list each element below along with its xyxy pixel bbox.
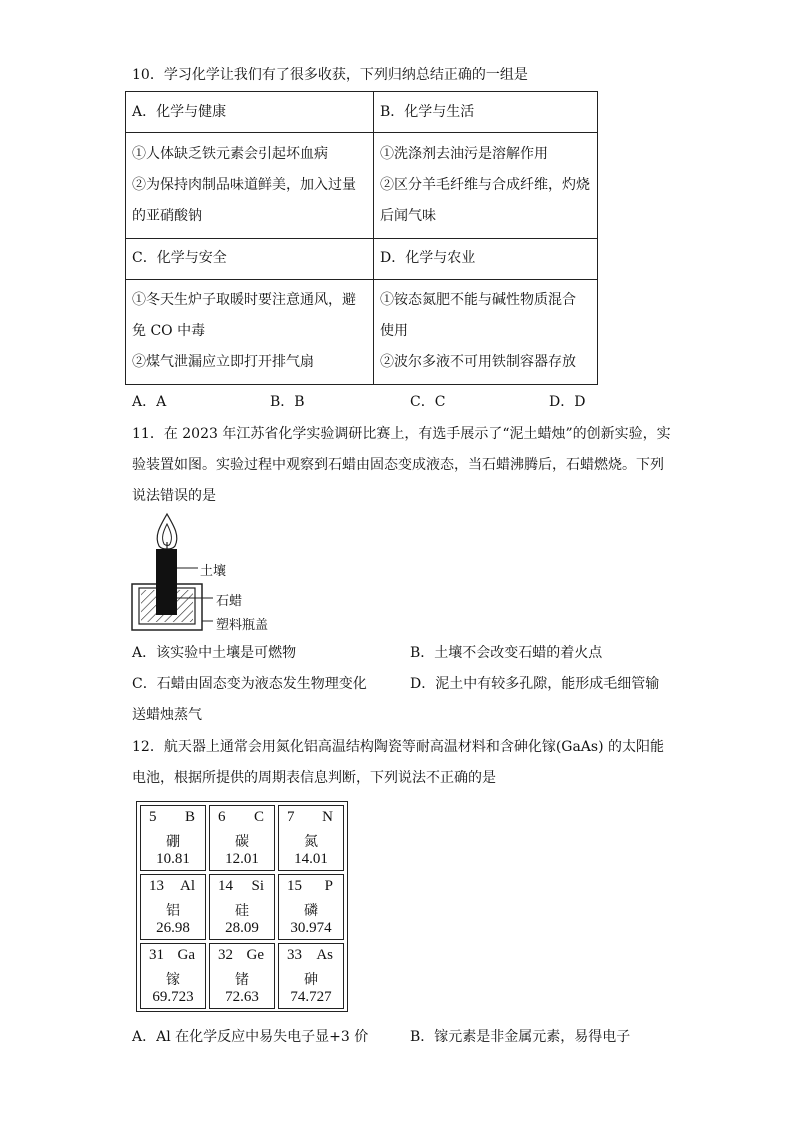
element-cell-al (140, 874, 206, 940)
q11-option-d-continued: 送蜡烛蒸气 (132, 707, 202, 723)
q11-stem-line-3: 说法错误的是 (132, 488, 216, 504)
periodic-table-excerpt (136, 801, 348, 1012)
element-name: 氮 (304, 834, 318, 850)
q10-option-b[interactable]: B．B (270, 394, 305, 410)
element-name: 锗 (235, 972, 249, 988)
element-symbol: Ga (177, 947, 195, 963)
q10-c-line-1: ①冬天生炉子取暖时要注意通风，避 (132, 292, 356, 309)
q11-option-d[interactable]: D．泥土中有较多孔隙，能形成毛细管输 (410, 676, 660, 692)
q12-stem-line-2: 电池，根据所提供的周期表信息判断，下列说法不正确的是 (132, 770, 496, 786)
q12-option-b[interactable]: B．镓元素是非金属元素，易得电子 (410, 1029, 631, 1045)
element-symbol: P (324, 878, 333, 894)
element-cell-ga (140, 943, 206, 1009)
q10-d-line-2: 使用 (380, 323, 408, 340)
element-number: 7 (287, 809, 295, 825)
element-number: 6 (218, 809, 226, 825)
q11-stem-line-2: 验装置如图。实验过程中观察到石蜡由固态变成液态，当石蜡沸腾后，石蜡燃烧。下列 (132, 457, 664, 473)
q10-cell-c-head: C．化学与安全 (126, 238, 374, 279)
q10-summary-table (125, 91, 598, 385)
element-number: 14 (218, 878, 233, 894)
element-mass: 69.723 (152, 989, 194, 1005)
q10-a-line-1: ①人体缺乏铁元素会引起坏血病 (132, 145, 328, 162)
element-cell-n (278, 805, 344, 871)
q10-b-line-1: ①洗涤剂去油污是溶解作用 (380, 145, 548, 162)
element-symbol: As (316, 947, 333, 963)
q10-option-c[interactable]: C．C (410, 394, 446, 410)
q10-c-line-3: ②煤气泄漏应立即打开排气扇 (132, 354, 314, 371)
element-number: 5 (149, 809, 157, 825)
element-name: 磷 (304, 903, 318, 919)
element-symbol: Al (180, 878, 195, 894)
element-cell-c (209, 805, 275, 871)
q10-a-line-2: ②为保持肉制品味道鲜美，加入过量 (132, 176, 356, 193)
element-number: 15 (287, 878, 302, 894)
element-number: 13 (149, 878, 164, 894)
element-cell-as (278, 943, 344, 1009)
figure-label-soil: 土壤 (200, 564, 227, 579)
q10-cell-d-head: D．化学与农业 (374, 238, 598, 279)
element-mass: 74.727 (290, 989, 332, 1005)
element-symbol: Si (251, 878, 264, 894)
element-symbol: C (253, 809, 264, 825)
element-number: 32 (218, 947, 233, 963)
element-symbol: B (184, 809, 195, 825)
q10-option-d[interactable]: D．D (549, 394, 586, 410)
element-number: 33 (287, 947, 302, 963)
q12-stem-line-1: 12．航天器上通常会用氮化铝高温结构陶瓷等耐高温材料和含砷化镓(GaAs) 的太阳能 (132, 739, 665, 755)
element-cell-si (209, 874, 275, 940)
element-symbol: Ge (246, 947, 264, 963)
q11-option-a[interactable]: A．该实验中土壤是可燃物 (132, 645, 297, 661)
q10-d-line-3: ②波尔多液不可用铁制容器存放 (380, 354, 576, 371)
q10-c-line-2: 免 CO 中毒 (132, 323, 206, 340)
q10-cell-b-head: B．化学与生活 (374, 92, 598, 133)
element-mass: 10.81 (156, 851, 190, 867)
element-symbol: N (322, 809, 333, 825)
q10-cell-d-body (374, 279, 598, 385)
element-mass: 12.01 (225, 851, 259, 867)
element-mass: 28.09 (225, 920, 259, 936)
q10-cell-b-body (374, 133, 598, 239)
element-number: 31 (149, 947, 164, 963)
q10-a-line-3: 的亚硝酸钠 (132, 207, 202, 224)
element-mass: 14.01 (294, 851, 328, 867)
element-mass: 26.98 (156, 920, 190, 936)
q10-cell-c-body (126, 279, 374, 385)
figure-label-plastic-cap: 塑料瓶盖 (216, 618, 269, 633)
q10-b-line-2: ②区分羊毛纤维与合成纤维，灼烧 (380, 176, 590, 193)
element-cell-ge (209, 943, 275, 1009)
element-cell-b (140, 805, 206, 871)
q10-cell-a-head: A．化学与健康 (126, 92, 374, 133)
q10-d-line-1: ①铵态氮肥不能与碱性物质混合 (380, 292, 576, 309)
element-mass: 72.63 (225, 989, 259, 1005)
element-mass: 30.974 (290, 920, 332, 936)
q11-option-c[interactable]: C．石蜡由固态变为液态发生物理变化 (132, 676, 367, 692)
element-name: 镓 (166, 972, 180, 988)
element-name: 硼 (166, 834, 180, 850)
figure-label-paraffin: 石蜡 (216, 594, 243, 609)
q10-stem: 10．学习化学让我们有了很多收获，下列归纳总结正确的一组是 (132, 67, 528, 83)
q10-option-a[interactable]: A．A (132, 394, 167, 410)
q10-b-line-3: 后闻气味 (380, 207, 436, 224)
q12-option-a[interactable]: A．Al 在化学反应中易失电子显+3 价 (132, 1029, 369, 1045)
paraffin-candle (156, 549, 177, 615)
element-name: 硅 (235, 903, 249, 919)
element-name: 砷 (304, 972, 318, 988)
q10-cell-a-body (126, 133, 374, 239)
q11-option-b[interactable]: B．土壤不会改变石蜡的着火点 (410, 645, 603, 661)
element-name: 碳 (235, 834, 249, 850)
q11-stem-line-1: 11．在 2023 年江苏省化学实验调研比赛上，有选手展示了“泥土蜡烛”的创新实验，实 (132, 426, 671, 442)
element-name: 铝 (166, 903, 180, 919)
element-cell-p (278, 874, 344, 940)
